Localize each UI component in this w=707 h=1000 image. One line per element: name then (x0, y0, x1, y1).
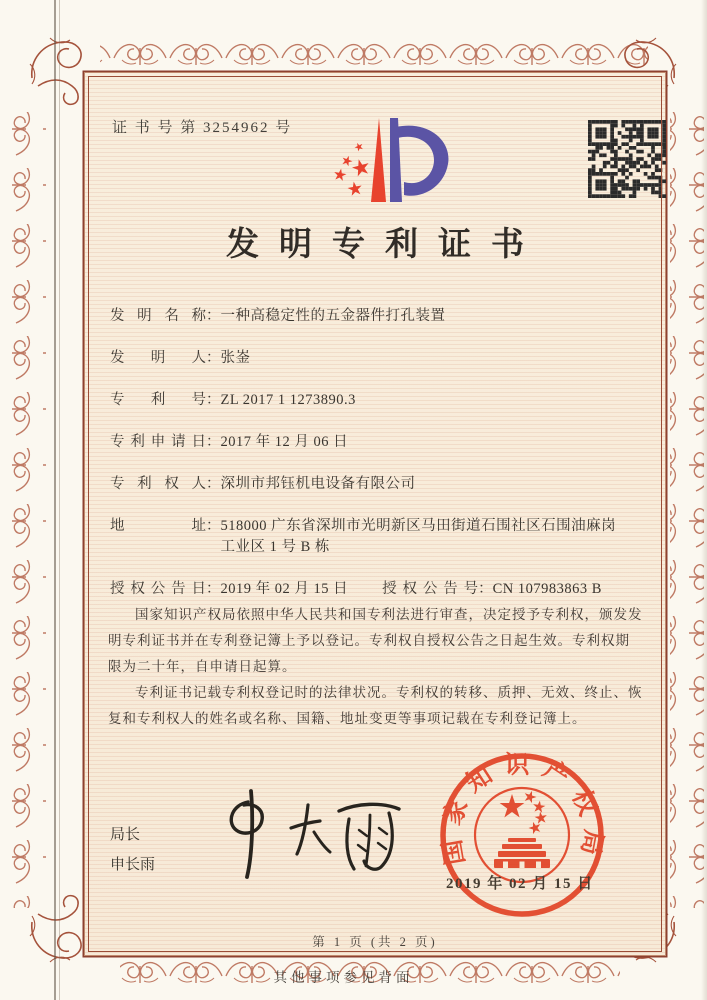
certificate-title: 发明专利证书 (226, 227, 544, 263)
scan-edge-shadow (701, 0, 707, 1000)
field-label: 地址 (110, 518, 206, 534)
field-label: 授权公告号 (382, 581, 479, 597)
signature-icon (202, 782, 402, 886)
field-label: 专利号 (110, 392, 206, 408)
scan-edge-line (59, 0, 60, 1000)
field-value: 深圳市邦钰机电设备有限公司 (220, 476, 416, 492)
qr-code (588, 120, 666, 198)
grant-number: CN 107983863 B (492, 581, 602, 597)
field-value: 2017 年 12 月 06 日 (220, 434, 349, 450)
field-row-invention-name: 发明名称 ： 一种高稳定性的五金器件打孔装置 (110, 306, 638, 327)
signer-name: 申长雨 (110, 857, 156, 873)
certificate-frame (84, 72, 666, 956)
seal-date: 2019 年 02 月 15 日 (446, 876, 594, 892)
field-row-application-date: 专利申请日 ： 2017 年 12 月 06 日 (110, 432, 638, 453)
signer-title: 局长 (110, 827, 141, 843)
field-label: 专利权人 (110, 476, 206, 492)
body-paragraph-2: 专利证书记载专利权登记时的法律状况。专利权的转移、质押、无效、终止、恢复和专利权人的姓名或名称、国籍、地址变更等事项记载在专利登记簿上。 (108, 684, 643, 726)
official-seal-icon (432, 745, 612, 925)
field-value: ZL 2017 1 1273890.3 (220, 392, 356, 408)
field-row-patentee: 专利权人 ： 深圳市邦钰机电设备有限公司 (110, 474, 638, 495)
field-label: 授权公告日 (110, 581, 206, 597)
field-row-address: 地址 ： 518000 广东省深圳市光明新区马田街道石围社区石围油麻岗工业区 1 号 B 栋 (110, 516, 638, 558)
grant-date: 2019 年 02 月 15 日 (220, 581, 349, 597)
svg-text:国家知识产权局 (436, 751, 608, 868)
signer-block (110, 820, 155, 880)
page-number: 第 1 页 (共 2 页) (312, 935, 438, 949)
field-row-inventor: 发明人 ： 张崟 (110, 348, 638, 369)
certificate-fields (110, 306, 638, 621)
field-value: 518000 广东省深圳市光明新区马田街道石围社区石围油麻岗工业区 1 号 B 栋 (220, 518, 617, 555)
scan-edge-line (54, 0, 56, 1000)
field-row-grant: 授权公告日 ： 2019 年 02 月 15 日 授权公告号 ： CN 107983863 B (110, 579, 638, 600)
legal-text (108, 602, 644, 732)
field-label: 专利申请日 (110, 434, 206, 450)
field-label: 发明人 (110, 350, 206, 366)
field-label: 发明名称 (110, 308, 206, 324)
field-value: 一种高稳定性的五金器件打孔装置 (220, 308, 446, 324)
body-paragraph-1: 国家知识产权局依照中华人民共和国专利法进行审查，决定授予专利权，颁发发明专利证书并在专利登记簿上予以登记。专利权自授权公告之日起生效。专利权期限为二十年，自申请日起算。 (108, 607, 643, 674)
back-note: 其他事项参见背面 (273, 970, 414, 985)
cnipa-logo-icon (330, 112, 460, 208)
seal-org-text: 国家知识产权局 (437, 751, 607, 868)
field-row-patent-number: 专利号 ： ZL 2017 1 1273890.3 (110, 390, 638, 411)
grant-number-pair: 授权公告号 ： CN 107983863 B (382, 579, 602, 600)
certificate-number: 证 书 号 第 3254962 号 (112, 120, 293, 136)
field-value: 张崟 (220, 350, 251, 366)
